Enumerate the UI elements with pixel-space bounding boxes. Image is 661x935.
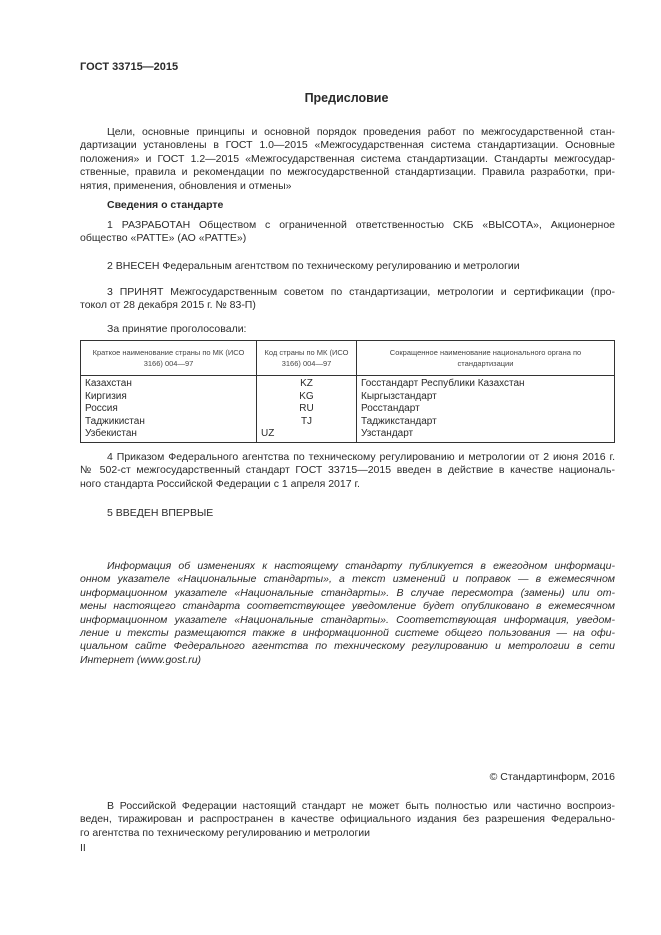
info-line: онном указателе «Национальные стандарты», а текст изменений и поправок — в ежемесячном xyxy=(80,573,615,586)
item-introduced: 5 ВВЕДЕН ВПЕРВЫЕ xyxy=(107,507,214,519)
intro-line: положения» и ГОСТ 1.2—2015 «Межгосударственная система стандартизации. Стандарты межгосудар- xyxy=(80,152,615,165)
info-line: Информация об изменениях к настоящему стандарту публикуется в ежегодном информаци- xyxy=(107,560,615,572)
item-line: 3 ПРИНЯТ Межгосударственным советом по стандартизации, метрологии и сертификации (про- xyxy=(107,286,615,298)
intro-line: дартизации установлены в ГОСТ 1.0—2015 «Межгосударственная система стандартизации. Основные xyxy=(80,139,615,152)
voting-label: За принятие проголосовали: xyxy=(107,323,247,335)
document-code: ГОСТ 33715—2015 xyxy=(80,61,179,73)
page-number: II xyxy=(80,842,86,854)
table-row xyxy=(81,376,615,391)
country-cell: Киргизия xyxy=(81,391,257,404)
item-submitted: 2 ВНЕСЕН Федеральным агентством по техническому регулированию и метрологии xyxy=(107,260,520,272)
item-enacted xyxy=(80,451,615,491)
table-row xyxy=(81,428,615,442)
page-title: Предисловие xyxy=(304,91,389,105)
intro-line: Цели, основные принципы и основной порядок проведения работ по межгосударственной стан- xyxy=(107,126,615,138)
body-cell: Кыргызстандарт xyxy=(357,391,615,404)
item-adopted xyxy=(80,286,615,313)
column-header-country: Краткое наименование страны по МК (ИСО 3166) 004—97 xyxy=(81,341,257,376)
code-cell: RU xyxy=(257,403,357,416)
intro-paragraph xyxy=(80,126,615,193)
item-line: 4 Приказом Федерального агентства по техническому регулированию и метрологии от 2 июня 2016 г. xyxy=(107,451,615,463)
info-line: Интернет (www.gost.ru) xyxy=(80,653,202,666)
item-line: № 502-ст межгосударственный стандарт ГОСТ 33715—2015 введен в действие в качестве националь- xyxy=(80,464,615,477)
column-header-code: Код страны по МК (ИСО 3166) 004—97 xyxy=(257,341,357,376)
info-paragraph xyxy=(80,560,615,667)
table-row xyxy=(81,403,615,416)
intro-line: ственные, правила и рекомендации по межгосударственной стандартизации. Правила разработки, при- xyxy=(80,166,615,179)
info-line: мены настоящего стандарта соответствующее уведомление будет опубликовано в ежемесячном xyxy=(80,600,615,613)
item-line: токол от 28 декабря 2015 г. № 83-П) xyxy=(80,299,256,312)
item-line: 1 РАЗРАБОТАН Обществом с ограниченной ответственностью СКБ «ВЫСОТА», Акционерное xyxy=(107,219,615,231)
info-line: информационном указателе «Национальные стандарты». В случае пересмотра (замены) или от- xyxy=(80,586,615,599)
info-line: ление и тексты размещаются также в информационной системе общего пользования — на офи- xyxy=(80,627,615,640)
copyright: © Стандартинформ, 2016 xyxy=(489,771,615,783)
notice-paragraph xyxy=(80,800,615,840)
info-line: циальном сайте Федерального агентства по техническому регулированию и метрологии в сети xyxy=(80,640,615,653)
item-line: общество «РАТТЕ» (АО «РАТТЕ») xyxy=(80,232,247,245)
intro-line: нятия, применения, обновления и отмены» xyxy=(80,179,292,192)
notice-line: В Российской Федерации настоящий стандарт не может быть полностью или частично воспроиз- xyxy=(107,800,615,812)
table-header-row xyxy=(81,341,615,376)
body-cell: Росстандарт xyxy=(357,403,615,416)
item-developed xyxy=(80,219,615,246)
code-cell: KZ xyxy=(257,376,357,391)
code-cell: TJ xyxy=(257,416,357,429)
item-line: ного стандарта Российской Федерации с 1 апреля 2017 г. xyxy=(80,477,360,490)
country-cell: Россия xyxy=(81,403,257,416)
body-cell: Госстандарт Республики Казахстан xyxy=(357,376,615,391)
notice-line: го агентства по техническому регулированию и метрологии xyxy=(80,826,371,839)
country-cell: Казахстан xyxy=(81,376,257,391)
country-cell: Узбекистан xyxy=(81,428,257,442)
notice-line: веден, тиражирован и распространен в качестве официального издания без разрешения Федерально- xyxy=(80,813,615,826)
column-header-body: Сокращенное наименование национального органа по стандартизации xyxy=(357,341,615,376)
section-subheading: Сведения о стандарте xyxy=(107,199,224,211)
table-row xyxy=(81,391,615,404)
voting-table xyxy=(80,340,615,443)
table-row xyxy=(81,416,615,429)
country-cell: Таджикистан xyxy=(81,416,257,429)
body-cell: Таджикстандарт xyxy=(357,416,615,429)
info-line: информационном указателе «Национальные стандарты». Соответствующая информация, уведом- xyxy=(80,613,615,626)
code-cell: KG xyxy=(257,391,357,404)
body-cell: Узстандарт xyxy=(357,428,615,442)
code-cell: UZ xyxy=(257,428,357,442)
